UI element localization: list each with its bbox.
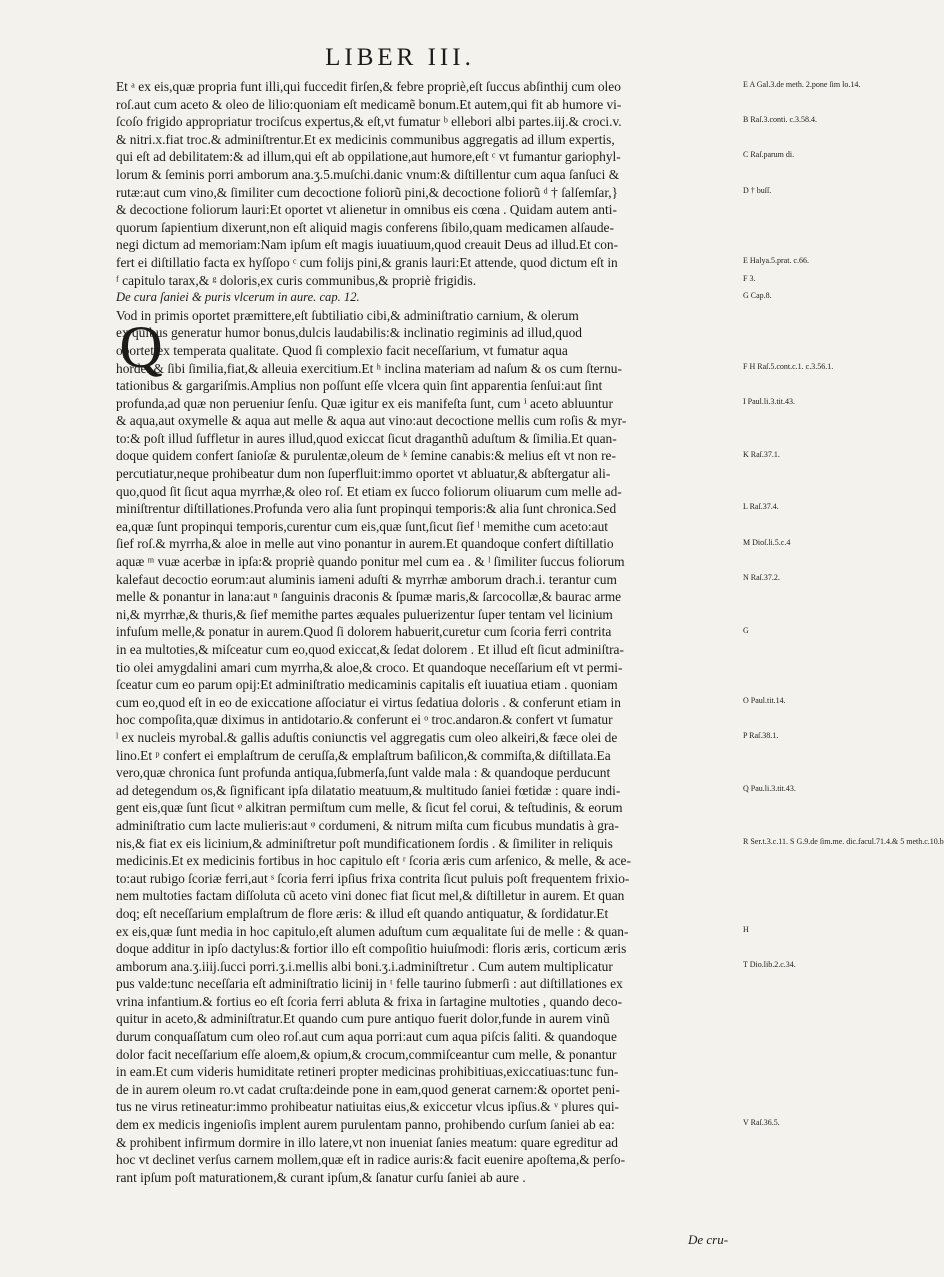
text-line: dem ex medicis ingenioſis implent aurem purulentam panno, prohibendo curſum ſaniei ab ea: (116, 1117, 615, 1133)
margin-note: B Raſ.3.conti. c.3.58.4. (743, 115, 817, 125)
text-line: hoc compoſita,quæ diximus in antidotario.& conferunt ei ᵒ troc.andaron.& confert vt ſumatur (116, 712, 613, 728)
text-line: infuſum melle,& ponatur in aurem.Quod ſi dolorem habuerit,curetur cum ſcoria ferri contrita (116, 624, 612, 640)
margin-note: C Raſ.parum di. (743, 150, 795, 160)
chapter-title: De cura ſaniei & puris vlcerum in aure. cap. 12. (116, 290, 360, 305)
text-line: & aqua,aut oxymelle & aqua aut melle & aqua aut vino:aut decoctione mellis cum roſis & myr- (116, 413, 627, 429)
text-line: melle & ponantur in lana:aut ⁿ ſanguinis draconis & ſpumæ maris,& ſarcocollæ,& baurac arme (116, 589, 622, 605)
text-line: hordei,& ſibi ſimilia,fiat,& alleuia exercitium.Et ʰ inclina materiam ad naſum & os cum ſternu- (116, 360, 622, 376)
text-line: durum conquaſſatum cum oleo roſ.aut cum aqua porri:aut cum aqua piſcis ſaliti. & quandoque (116, 1029, 617, 1045)
text-line: ea,quæ ſunt propinqui temporis,curentur cum eis,quæ ſunt,ſicut ſief ˡ memithe cum aceto:aut (116, 518, 608, 534)
text-line: tio olei amygdalini amari cum myrrha,& aloe,& croco. Et quandoque neceſſarium eſt vt permi- (116, 659, 623, 675)
text-line: ᶠ capitulo tarax,& ᵍ doloris,ex curis communibus,& propriè frigidis. (116, 272, 477, 288)
text-line: qui eſt ad debilitatem:& ad illum,qui eſt ab oppilatione,aut humore,eſt ᶜ vt fumantur gariophyl- (116, 149, 621, 165)
text-line: rant ipſum poſt maturationem,& curant ipſum,& ſanatur curſu ſaniei ab aure . (116, 1169, 526, 1185)
text-line: vero,quæ chronica ſunt profunda antiqua,ſubmerſa,ſunt valde mala : & quandoque perducunt (116, 765, 611, 781)
margin-note: V Raſ.36.5. (743, 1118, 780, 1128)
margin-note: G (743, 625, 749, 635)
text-line: oportet ex temperata qualitate. Quod ſi complexio facit neceſſarium, vt fumatur aqua (116, 342, 568, 358)
text-line: in eam.Et cum videris humiditate retineri propter medicinas prohibitiuas,exiccatiuas:tunc fun- (116, 1064, 619, 1080)
text-line: ex quibus generatur humor bonus,dulcis laudabilis:& inclinatio regiminis ad illud,quod (116, 325, 582, 341)
text-line: nem multoties factam diſſoluta cũ aceto vini donec fiat ſicut mel,& diſtilletur in aurem. Et quan (116, 888, 625, 904)
text-line: vrina infantium.& fortius eo eſt ſcoria ferri abluta & frixa in ſartagine multoties , quando deco- (116, 993, 623, 1009)
margin-note: T Dio.lib.2.c.34. (743, 960, 796, 969)
text-line: de in aurem oleum ro.vt cadat cruſta:deinde pone in eam,quod generat carnem:& oportet peni- (116, 1081, 620, 1097)
margin-note: F 3. (743, 273, 756, 283)
margin-note: P Raſ.38.1. (743, 731, 779, 741)
text-line: gent eis,quæ ſunt ſicut ᵠ alkitran permiſtum cum melle, & ſicut fel corui, & teſtudinis, & eorum (116, 800, 623, 816)
text-line: fert ei diſtillatio facta ex hyſſopo ᶜ cum folijs pini,& granis lauri:Et attende, quod dictum eſt in (116, 254, 618, 270)
margin-note: L Raſ.37.4. (743, 502, 779, 512)
margin-note: I Paul.li.3.tit.43. (743, 396, 795, 406)
text-line: roſ.aut cum aceto & oleo de lilio:quoniam eſt medicamẽ bonum.Et autem,qui fit ab humore vi- (116, 96, 622, 112)
margin-note: G Cap.8. (743, 291, 772, 301)
text-line: percutiatur,neque prohibeatur dum non ſuperfluit:immo oportet vt abluatur,& abſtergatur ali- (116, 466, 611, 482)
page-header: LIBER III. (325, 44, 475, 71)
margin-note: R Ser.t.3.c.11. S G.9.de ſim.me. dic.facul.71.4.& 5 meth.c.10.b (743, 836, 944, 846)
text-line: ad detegendum os,& ſignificant ipſa dilatatio meatuum,& multitudo ſaniei fœtidæ : quare indi- (116, 782, 621, 798)
text-line: doque quidem confert ſanioſæ & purulentæ,oleum de ᵏ ſemine canabis:& melius eſt vt non re- (116, 448, 616, 464)
margin-note: M Dioſ.li.5.c.4 (743, 537, 791, 547)
text-line: & decoctione foliorum lauri:Et oportet vt alienetur in omnibus eis cœna . Quidam autem anti- (116, 202, 617, 218)
text-line: negi dictum ad memoriam:Nam ipſum eſt magis iuuatiuum,quod creauit Deus ad illud.Et con- (116, 237, 619, 253)
margin-note: N Raſ.37.2. (743, 572, 780, 582)
text-line: doq; eſt neceſſarium emplaſtrum de flore æris: & illud eſt quando antiquatur, & ſordidatur.Et (116, 905, 609, 921)
margin-note: H (743, 924, 749, 934)
text-line: ni,& myrrhæ,& thuris,& ſief memithe partes æquales puluerizentur ſuper tentam vel licinium (116, 606, 613, 622)
text-line: pus valde:tunc neceſſaria eſt adminiſtratio licinij in ᵗ felle taurino ſubmerſi : aut diſtillationes ex (116, 976, 623, 992)
text-line: quo,quod ſit ſicut aqua myrrhæ,& oleo roſ. Et etiam ex ſucco foliorum oliuarum cum melle ad- (116, 483, 622, 499)
text-line: tus ne virus retineatur:immo prohibeatur natiuitas eius,& exiccetur vlcus ipſius.& ᵛ plures qui- (116, 1099, 619, 1115)
body-text (116, 78, 738, 1186)
text-line: & nitri.x.fiat troc.& adminiſtrentur.Et ex medicinis communibus aggregatis ad illum expertis, (116, 131, 615, 147)
text-line: to:& poſt illud ſuffletur in aures illud,quod exiccat ſicut draganthũ aduſtum & ſimilia.Et quan- (116, 430, 617, 446)
text-line: to:aut rubigo ſcoriæ ferri,aut ˢ ſcoria ferri ipſius frixa contrita ſicut puluis poſt frequentem frixio- (116, 870, 630, 886)
text-line: doque additur in ipſo dactylus:& fortior illo eſt compoſitio huiuſmodi: floris æris, corticum æris (116, 941, 627, 957)
drop-capital: Q (119, 314, 163, 380)
text-line: amborum ana.ʒ.iiij.ſucci porri.ʒ.i.mellis albi boni.ʒ.i.adminiſtretur . Cum autem multiplicatur (116, 958, 613, 974)
text-line: quitur in aceto,& adminiſtratur.Et quando cum pure antiquo fuerit dolor,funde in aurem vinũ (116, 1011, 610, 1027)
text-line: dolor facit neceſſarium eſſe aloem,& opium,& crocum,commiſceantur cum melle, & ponantur (116, 1046, 617, 1062)
text-line: Vod in primis oportet præmittere,eſt ſubtiliatio cibi,& adminiſtratio carnium, & olerum (116, 307, 579, 323)
text-line: Et ᵃ ex eis,quæ propria funt illi,qui fuccedit firſen,& febre propriè,eſt ſuccus abſinthij cum oleo (116, 79, 621, 94)
text-line: ex eis,quæ ſunt media in hoc capitulo,eſt alumen aduſtum cum æqualitate ſui de melle : & quan- (116, 923, 629, 939)
text-line: miniſtrentur diſtillationes.Profunda vero alia ſunt propinqui temporis:& alia ſunt chronica.Sed (116, 501, 617, 517)
margin-note: E A Gal.3.de meth. 2.pone ſim lo.14. (743, 80, 861, 89)
text-line: tationibus & gargariſmis.Amplius non poſſunt eſſe vlcera quin ſint apparentia ſenſui:aut ſint (116, 378, 603, 394)
catchword: De cru- (688, 1232, 729, 1247)
text-line: ˡ ex nucleis myrobal.& gallis aduſtis coniunctis vel aggregatis cum oleo alkeiri,& fæce olei de (116, 729, 618, 745)
text-line: lorum & ſeminis porri amborum ana.ʒ.5.muſchi.danic vnum:& diſtillentur cum aqua ſanſuci & (116, 166, 620, 182)
text-line: ſceatur cum eo parum opij:Et adminiſtratio medicaminis capitalis eſt iuuatiua etiam . quoniam (116, 677, 618, 693)
margin-note: D † buſſ. (743, 185, 772, 195)
text-line: aquæ ᵐ vuæ acerbæ in ipſa:& propriè quando ponitur mel cum ea . & ˡ ſimiliter ſuccus foliorum (116, 554, 625, 570)
text-line: in ea multoties,& miſceatur cum eo,quod exiccat,& ſedat dolorem . Et illud eſt ſicut adminiſtra- (116, 642, 624, 657)
margin-note: F H Raſ.5.cont.c.1. c.3.56.1. (743, 361, 834, 371)
text-line: kalefaut decoctio eorum:aut aluminis iameni aduſti & myrrhæ amborum drach.i. terantur cum (116, 571, 617, 587)
margin-note: Q Pau.li.3.tit.43. (743, 784, 796, 793)
text-line: ſcoſo frigido appropriatur trociſcus expertus,& eſt,vt fumatur ᵇ ellebori albi partes.iij.& croci.v. (116, 114, 622, 130)
text-line: rutæ:aut cum vino,& ſimiliter cum decoctione foliorũ pini,& decoctione foliorũ ᵈ † ſalſemſar,} (116, 184, 619, 200)
text-line: hoc vt declinet verſus carnem mollem,quæ eſt in radice auris:& facit euenire apoſtema,& perſo- (116, 1152, 626, 1168)
text-line: profunda,ad quæ non perueniur ſenſu. Quæ igitur ex eis manifeſta ſunt, cum ⁱ aceto abluuntur (116, 395, 613, 411)
text-line: nis,& fiat ex eis licinium,& adminiſtretur poſt mundificationem ſordis . & ſimiliter in reliquis (116, 835, 613, 851)
margin-note: E Halya.5.prat. c.66. (743, 256, 809, 265)
text-line: ſief roſ.& myrrha,& aloe in melle aut vino ponantur in aurem.Et quandoque confert diſtillatio (116, 536, 614, 552)
margin-note: O Paul.tit.14. (743, 696, 786, 705)
text-line: lino.Et ᵖ confert ei emplaſtrum de ceruſſa,& emplaſtrum baſilicon,& commiſta,& diſtillata.Ea (116, 747, 611, 763)
text-line: quorum ſapientium dixerunt,non eſt aliquid magis conferens ſibilo,quam medicamen alſaude- (116, 219, 614, 235)
text-line: & prohibent infirmum dormire in illo latere,vt non inueniat ſanies meatum: quare egreditur ad (116, 1134, 619, 1150)
text-line: adminiſtratio cum lacte mulieris:aut ᵠ cordumeni, & nitrum miſta cum ficubus mundatis à gra- (116, 817, 619, 833)
text-line: medicinis.Et ex medicinis fortibus in hoc capitulo eſt ʳ ſcoria æris cum arſenico, & melle, & ace- (116, 853, 631, 869)
margin-note: K Raſ.37.1. (743, 449, 780, 459)
text-line: cum eo,quod eſt in eo de exiccatione aſſociatur ei virtus ſedatiua doloris . & conferunt etiam in (116, 694, 621, 710)
